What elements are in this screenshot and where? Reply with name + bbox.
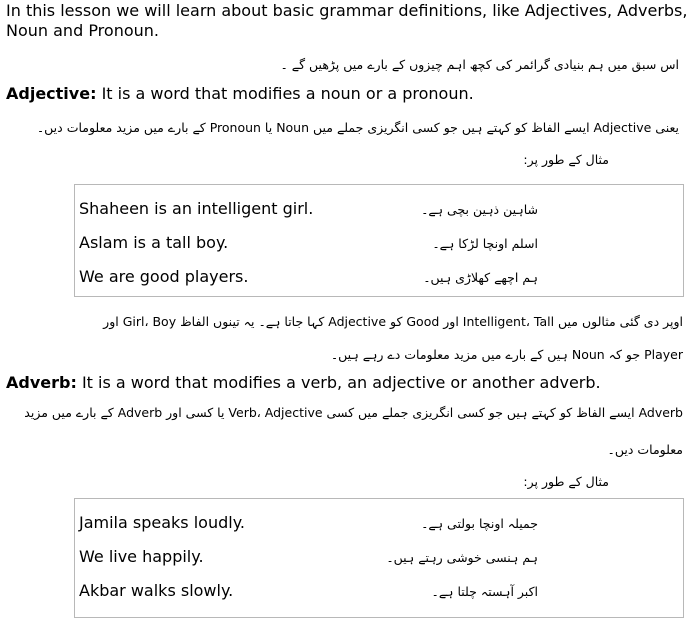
- intro-urdu: اس سبق میں ہم بنیادی گرائمر کی کچھ اہم چیزوں کے بارے میں پڑھیں گے ۔: [280, 57, 679, 72]
- example-english: Shaheen is an intelligent girl.: [79, 199, 314, 218]
- adverb-examples-box: [74, 498, 684, 618]
- example-urdu: اکبر آہستہ چلتا ہے۔: [431, 584, 538, 599]
- adverb-example-label: مثال کے طور پر:: [523, 474, 609, 489]
- adverb-urdu-line-2: معلومات دیں۔: [607, 442, 683, 457]
- example-urdu: اسلم اونچا لڑکا ہے۔: [432, 236, 538, 251]
- example-urdu: شاہین ذہین بچی ہے۔: [421, 202, 538, 217]
- example-urdu: جمیلہ اونچا بولتی ہے۔: [421, 516, 538, 531]
- adjective-note-line-1: اوپر دی گئی مثالوں میں Intelligent، Tall اور Good کو Adjective کہا جاتا ہے۔ یہ تینوں الفاظ Girl، Boy اور: [103, 314, 683, 329]
- example-urdu: ہم اچھے کھلاڑی ہیں۔: [423, 270, 538, 285]
- example-english: Jamila speaks loudly.: [79, 513, 245, 532]
- example-english: Akbar walks slowly.: [79, 581, 234, 600]
- adjective-example-label: مثال کے طور پر:: [523, 152, 609, 167]
- adjective-definition: It is a word that modifies a noun or a pronoun.: [101, 84, 474, 103]
- example-row: [75, 574, 683, 608]
- example-urdu: ہم ہنسی خوشی رہتے ہیں۔: [386, 550, 538, 565]
- adjective-definition-line: [6, 84, 474, 104]
- example-row: [75, 226, 683, 260]
- example-english: Aslam is a tall boy.: [79, 233, 229, 252]
- adjective-term: Adjective:: [6, 84, 97, 103]
- example-english: We live happily.: [79, 547, 204, 566]
- adverb-term: Adverb:: [6, 373, 77, 392]
- example-row: [75, 260, 683, 294]
- adverb-definition: It is a word that modifies a verb, an adjective or another adverb.: [81, 373, 601, 392]
- example-row: [75, 506, 683, 540]
- adjective-examples-box: [74, 184, 684, 297]
- adjective-note-line-2: Player جو کہ Noun ہیں کے بارے میں مزید معلومات دے رہے ہیں۔: [330, 347, 683, 362]
- example-english: We are good players.: [79, 267, 249, 286]
- example-row: [75, 192, 683, 226]
- intro-line-1: In this lesson we will learn about basic grammar definitions, like Adjectives, Adverbs,: [6, 1, 688, 20]
- intro-line-2: Noun and Pronoun.: [6, 21, 159, 40]
- adverb-definition-line: [6, 373, 601, 393]
- adverb-urdu-line-1: Adverb ایسے الفاظ کو کہتے ہیں جو کسی انگریزی جملے میں کسی Verb، Adjective یا کسی اور Adverb کے بارے میں مزید: [24, 405, 683, 420]
- example-row: [75, 540, 683, 574]
- adjective-urdu: یعنی Adjective ایسے الفاظ کو کہتے ہیں جو کسی انگریزی جملے میں Noun یا Pronoun کے بارے میں مزید معلومات دیں۔: [36, 120, 679, 135]
